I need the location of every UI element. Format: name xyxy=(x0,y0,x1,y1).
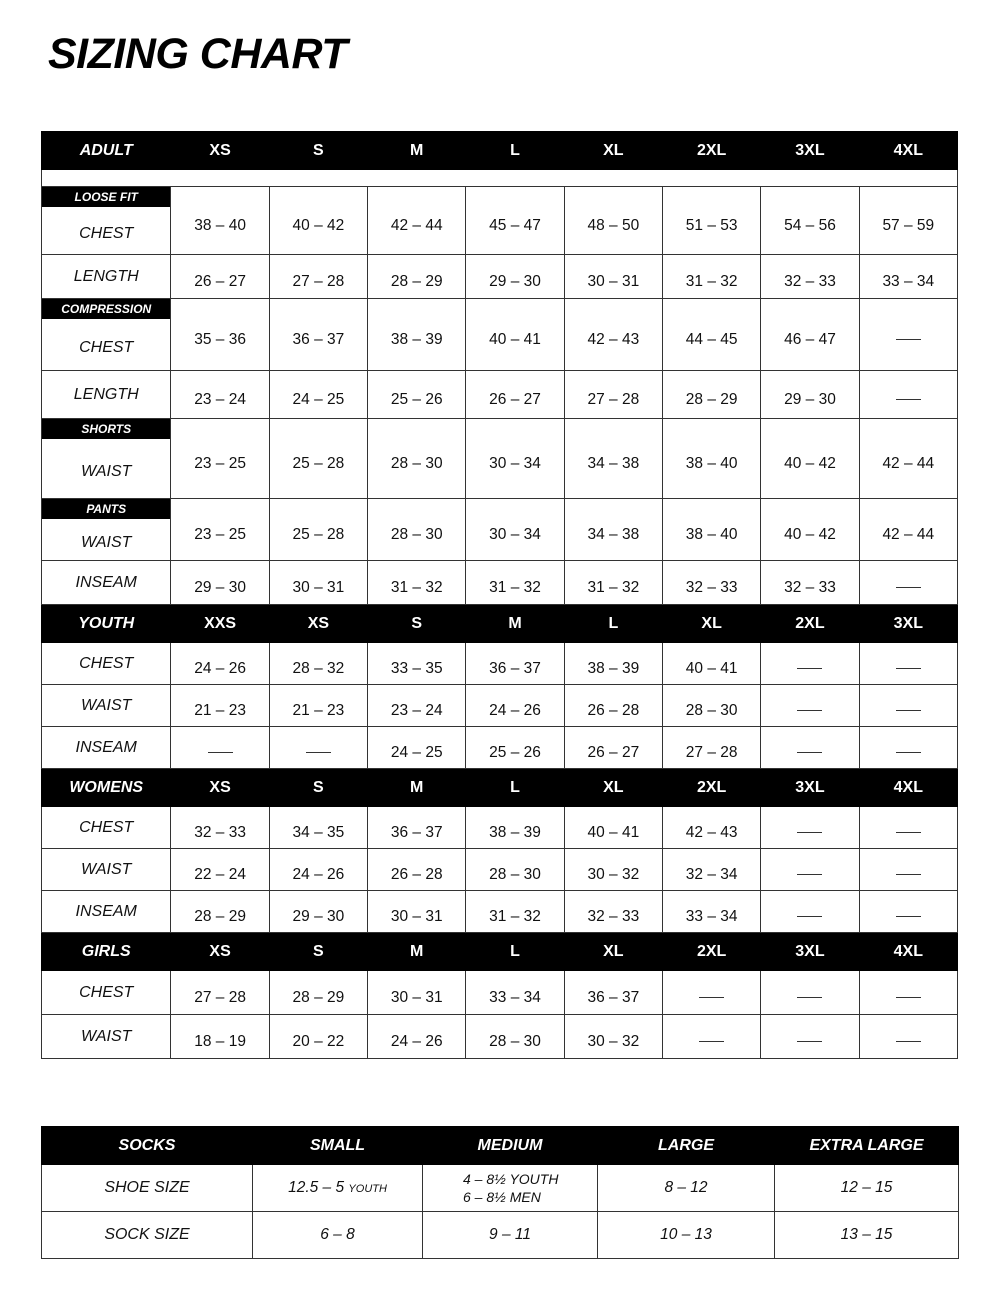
size-value-cell xyxy=(859,849,957,891)
not-available-dash xyxy=(699,1041,724,1042)
sock-size-large-value: 10 – 13 xyxy=(598,1212,775,1259)
girls-size-header: 3XL xyxy=(761,933,859,971)
size-value-cell: 57 – 59 xyxy=(859,187,957,255)
size-value-cell xyxy=(859,561,957,605)
girls-size-header: 2XL xyxy=(662,933,760,971)
size-value-cell xyxy=(269,727,367,769)
shoe-size-small-suffix: YOUTH xyxy=(348,1183,387,1195)
size-value-cell: 38 – 40 xyxy=(662,419,760,499)
shoe-size-label: SHOE SIZE xyxy=(42,1165,253,1212)
row-label-cell: CHEST xyxy=(42,971,171,1015)
size-value-cell: 31 – 32 xyxy=(466,891,564,933)
size-value-cell xyxy=(662,1015,760,1059)
youth-size-header: M xyxy=(466,605,564,643)
adult-size-header: L xyxy=(466,132,564,170)
sock-size-label: SOCK SIZE xyxy=(42,1212,253,1259)
size-value-cell: 24 – 25 xyxy=(368,727,466,769)
size-value-cell: 21 – 23 xyxy=(171,685,269,727)
size-value-cell xyxy=(761,685,859,727)
size-value-cell xyxy=(761,727,859,769)
not-available-dash xyxy=(699,997,724,998)
shoe-size-small xyxy=(253,1165,423,1212)
size-value-cell xyxy=(761,643,859,685)
row-label-cell: WAIST xyxy=(42,1015,171,1059)
girls-size-header: M xyxy=(368,933,466,971)
womens-size-header: 3XL xyxy=(761,769,859,807)
size-value-cell: 22 – 24 xyxy=(171,849,269,891)
row-label-cell: INSEAM xyxy=(42,727,171,769)
size-value-cell: 24 – 26 xyxy=(171,643,269,685)
size-value-cell: 33 – 34 xyxy=(859,255,957,299)
socks-label: SOCKS xyxy=(42,1127,253,1165)
size-value-cell: 29 – 30 xyxy=(269,891,367,933)
sock-size-medium-value: 9 – 11 xyxy=(423,1212,598,1259)
size-value-cell: 40 – 42 xyxy=(761,499,859,561)
size-value-cell: 24 – 26 xyxy=(466,685,564,727)
size-value-cell: 18 – 19 xyxy=(171,1015,269,1059)
size-value-cell: 32 – 33 xyxy=(761,255,859,299)
size-value-cell xyxy=(859,371,957,419)
sock-size-small: SMALL xyxy=(253,1127,423,1165)
size-value-cell: 30 – 31 xyxy=(368,891,466,933)
size-value-cell: 42 – 44 xyxy=(368,187,466,255)
not-available-dash xyxy=(797,668,822,669)
adult-data-row xyxy=(42,561,958,605)
not-available-dash xyxy=(896,997,921,998)
adult-size-header: 4XL xyxy=(859,132,957,170)
row-label-cell: LENGTH xyxy=(42,255,171,299)
row-label-cell xyxy=(42,187,171,255)
size-value-cell: 24 – 25 xyxy=(269,371,367,419)
womens-size-header: L xyxy=(466,769,564,807)
adult-data-row xyxy=(42,299,958,371)
size-value-cell: 21 – 23 xyxy=(269,685,367,727)
size-value-cell: 34 – 35 xyxy=(269,807,367,849)
shoe-size-medium-line2: 6 – 8½ MEN xyxy=(463,1189,541,1205)
size-value-cell: 30 – 32 xyxy=(564,1015,662,1059)
row-label: WAIST xyxy=(81,534,132,551)
womens-size-header: M xyxy=(368,769,466,807)
size-value-cell: 40 – 41 xyxy=(662,643,760,685)
row-label-cell: CHEST xyxy=(42,643,171,685)
size-value-cell: 28 – 30 xyxy=(466,1015,564,1059)
page-title: SIZING CHART xyxy=(48,30,347,78)
adult-data-row xyxy=(42,187,958,255)
sizing-table xyxy=(41,131,958,1059)
youth-data-row xyxy=(42,727,958,769)
row-label: CHEST xyxy=(79,225,134,242)
size-value-cell: 31 – 32 xyxy=(564,561,662,605)
size-value-cell: 33 – 34 xyxy=(662,891,760,933)
size-value-cell: 30 – 31 xyxy=(564,255,662,299)
shoe-size-medium xyxy=(423,1165,598,1212)
size-value-cell xyxy=(662,971,760,1015)
adult-size-header: M xyxy=(368,132,466,170)
not-available-dash xyxy=(896,832,921,833)
not-available-dash xyxy=(896,399,921,400)
youth-size-header: S xyxy=(368,605,466,643)
not-available-dash xyxy=(306,752,331,753)
size-value-cell: 36 – 37 xyxy=(466,643,564,685)
girls-size-header: XS xyxy=(171,933,269,971)
womens-size-header: XS xyxy=(171,769,269,807)
size-value-cell: 23 – 25 xyxy=(171,499,269,561)
not-available-dash xyxy=(896,339,921,340)
size-value-cell: 28 – 32 xyxy=(269,643,367,685)
size-value-cell: 25 – 26 xyxy=(368,371,466,419)
not-available-dash xyxy=(797,752,822,753)
size-value-cell xyxy=(761,1015,859,1059)
shoe-size-row xyxy=(42,1165,959,1212)
fit-category-tag: SHORTS xyxy=(42,419,170,439)
sock-size-extra-large-value: 13 – 15 xyxy=(775,1212,959,1259)
adult-size-header: XL xyxy=(564,132,662,170)
size-value-cell: 42 – 43 xyxy=(564,299,662,371)
adult-spacer-row xyxy=(42,170,958,187)
not-available-dash xyxy=(896,916,921,917)
shoe-size-large: 8 – 12 xyxy=(598,1165,775,1212)
youth-size-header: XL xyxy=(662,605,760,643)
size-value-cell: 30 – 34 xyxy=(466,499,564,561)
size-value-cell: 25 – 28 xyxy=(269,499,367,561)
size-value-cell: 23 – 24 xyxy=(171,371,269,419)
size-value-cell: 38 – 39 xyxy=(368,299,466,371)
girls-section-label: GIRLS xyxy=(42,933,171,971)
size-value-cell: 42 – 43 xyxy=(662,807,760,849)
size-value-cell: 36 – 37 xyxy=(564,971,662,1015)
size-value-cell: 38 – 39 xyxy=(466,807,564,849)
socks-header-row xyxy=(42,1127,959,1165)
size-value-cell: 26 – 27 xyxy=(171,255,269,299)
womens-header-row xyxy=(42,769,958,807)
girls-size-header: 4XL xyxy=(859,933,957,971)
size-value-cell: 45 – 47 xyxy=(466,187,564,255)
shoe-size-small-value: 12.5 – 5 xyxy=(288,1179,345,1196)
size-value-cell: 29 – 30 xyxy=(171,561,269,605)
not-available-dash xyxy=(896,710,921,711)
youth-size-header: XXS xyxy=(171,605,269,643)
size-value-cell: 23 – 24 xyxy=(368,685,466,727)
size-value-cell: 51 – 53 xyxy=(662,187,760,255)
fit-category-tag: LOOSE FIT xyxy=(42,187,170,207)
size-value-cell: 29 – 30 xyxy=(466,255,564,299)
size-value-cell: 36 – 37 xyxy=(269,299,367,371)
shoe-size-medium-line1: 4 – 8½ YOUTH xyxy=(463,1171,559,1187)
adult-data-row xyxy=(42,499,958,561)
size-value-cell: 34 – 38 xyxy=(564,419,662,499)
womens-data-row xyxy=(42,891,958,933)
size-value-cell: 32 – 33 xyxy=(662,561,760,605)
womens-section-label: WOMENS xyxy=(42,769,171,807)
girls-data-row xyxy=(42,971,958,1015)
size-value-cell: 44 – 45 xyxy=(662,299,760,371)
size-value-cell: 28 – 29 xyxy=(662,371,760,419)
size-value-cell xyxy=(761,807,859,849)
not-available-dash xyxy=(896,1041,921,1042)
size-value-cell: 27 – 28 xyxy=(171,971,269,1015)
size-value-cell xyxy=(859,971,957,1015)
sock-size-row xyxy=(42,1212,959,1259)
not-available-dash xyxy=(896,752,921,753)
size-value-cell: 40 – 41 xyxy=(564,807,662,849)
row-label-cell xyxy=(42,499,171,561)
not-available-dash xyxy=(896,668,921,669)
fit-category-tag: PANTS xyxy=(42,499,170,519)
size-value-cell: 34 – 38 xyxy=(564,499,662,561)
size-value-cell: 40 – 42 xyxy=(761,419,859,499)
size-value-cell xyxy=(859,1015,957,1059)
size-value-cell xyxy=(859,299,957,371)
size-value-cell: 26 – 27 xyxy=(564,727,662,769)
sock-size-extra-large: EXTRA LARGE xyxy=(775,1127,959,1165)
womens-size-header: XL xyxy=(564,769,662,807)
girls-size-header: XL xyxy=(564,933,662,971)
size-value-cell xyxy=(859,727,957,769)
shoe-size-extra-large: 12 – 15 xyxy=(775,1165,959,1212)
fit-category-tag: COMPRESSION xyxy=(42,299,170,319)
size-value-cell: 30 – 34 xyxy=(466,419,564,499)
size-value-cell xyxy=(859,807,957,849)
girls-size-header: S xyxy=(269,933,367,971)
size-value-cell: 27 – 28 xyxy=(269,255,367,299)
womens-size-header: S xyxy=(269,769,367,807)
socks-table xyxy=(41,1126,959,1259)
row-label-cell: LENGTH xyxy=(42,371,171,419)
womens-size-header: 4XL xyxy=(859,769,957,807)
row-label-cell: WAIST xyxy=(42,849,171,891)
size-value-cell: 25 – 26 xyxy=(466,727,564,769)
size-value-cell: 38 – 40 xyxy=(662,499,760,561)
size-value-cell: 27 – 28 xyxy=(662,727,760,769)
not-available-dash xyxy=(797,874,822,875)
size-value-cell: 32 – 33 xyxy=(761,561,859,605)
not-available-dash xyxy=(797,916,822,917)
sock-size-large: LARGE xyxy=(598,1127,775,1165)
size-value-cell: 42 – 44 xyxy=(859,419,957,499)
size-value-cell: 48 – 50 xyxy=(564,187,662,255)
row-label-cell: INSEAM xyxy=(42,891,171,933)
youth-data-row xyxy=(42,685,958,727)
womens-size-header: 2XL xyxy=(662,769,760,807)
size-value-cell: 28 – 29 xyxy=(368,255,466,299)
sock-size-medium: MEDIUM xyxy=(423,1127,598,1165)
size-value-cell: 28 – 29 xyxy=(269,971,367,1015)
size-value-cell xyxy=(761,971,859,1015)
not-available-dash xyxy=(797,832,822,833)
adult-data-row xyxy=(42,371,958,419)
size-value-cell: 26 – 27 xyxy=(466,371,564,419)
size-value-cell: 38 – 39 xyxy=(564,643,662,685)
adult-size-header: XS xyxy=(171,132,269,170)
size-value-cell: 29 – 30 xyxy=(761,371,859,419)
size-value-cell xyxy=(171,727,269,769)
sock-size-small-value: 6 – 8 xyxy=(253,1212,423,1259)
size-value-cell: 33 – 35 xyxy=(368,643,466,685)
size-value-cell: 42 – 44 xyxy=(859,499,957,561)
girls-data-row xyxy=(42,1015,958,1059)
row-label-cell xyxy=(42,419,171,499)
adult-size-header: 2XL xyxy=(662,132,760,170)
youth-header-row xyxy=(42,605,958,643)
size-value-cell: 46 – 47 xyxy=(761,299,859,371)
row-label-cell xyxy=(42,299,171,371)
spacer-cell xyxy=(42,170,958,187)
size-value-cell xyxy=(761,891,859,933)
size-value-cell: 20 – 22 xyxy=(269,1015,367,1059)
womens-data-row xyxy=(42,807,958,849)
size-value-cell: 33 – 34 xyxy=(466,971,564,1015)
size-value-cell xyxy=(761,849,859,891)
size-value-cell: 28 – 30 xyxy=(466,849,564,891)
size-value-cell: 24 – 26 xyxy=(269,849,367,891)
size-value-cell: 27 – 28 xyxy=(564,371,662,419)
youth-size-header: XS xyxy=(269,605,367,643)
size-value-cell: 30 – 32 xyxy=(564,849,662,891)
size-value-cell: 28 – 29 xyxy=(171,891,269,933)
youth-data-row xyxy=(42,643,958,685)
size-value-cell: 23 – 25 xyxy=(171,419,269,499)
adult-data-row xyxy=(42,255,958,299)
not-available-dash xyxy=(896,874,921,875)
size-value-cell: 40 – 41 xyxy=(466,299,564,371)
adult-size-header: S xyxy=(269,132,367,170)
size-value-cell: 32 – 33 xyxy=(171,807,269,849)
size-value-cell: 32 – 34 xyxy=(662,849,760,891)
womens-data-row xyxy=(42,849,958,891)
size-value-cell xyxy=(859,643,957,685)
size-value-cell: 31 – 32 xyxy=(368,561,466,605)
size-value-cell: 30 – 31 xyxy=(368,971,466,1015)
size-value-cell: 28 – 30 xyxy=(368,499,466,561)
not-available-dash xyxy=(896,587,921,588)
not-available-dash xyxy=(208,752,233,753)
size-value-cell: 32 – 33 xyxy=(564,891,662,933)
youth-section-label: YOUTH xyxy=(42,605,171,643)
youth-size-header: 3XL xyxy=(859,605,957,643)
not-available-dash xyxy=(797,997,822,998)
girls-size-header: L xyxy=(466,933,564,971)
adult-header-row xyxy=(42,132,958,170)
size-value-cell: 36 – 37 xyxy=(368,807,466,849)
size-value-cell: 28 – 30 xyxy=(662,685,760,727)
size-value-cell: 26 – 28 xyxy=(564,685,662,727)
size-value-cell: 25 – 28 xyxy=(269,419,367,499)
row-label-cell: INSEAM xyxy=(42,561,171,605)
size-value-cell: 31 – 32 xyxy=(466,561,564,605)
size-value-cell xyxy=(859,891,957,933)
adult-size-header: 3XL xyxy=(761,132,859,170)
not-available-dash xyxy=(797,1041,822,1042)
row-label: WAIST xyxy=(81,463,132,480)
size-value-cell: 35 – 36 xyxy=(171,299,269,371)
adult-section-label: ADULT xyxy=(42,132,171,170)
row-label-cell: WAIST xyxy=(42,685,171,727)
youth-size-header: L xyxy=(564,605,662,643)
size-value-cell: 54 – 56 xyxy=(761,187,859,255)
not-available-dash xyxy=(797,710,822,711)
size-value-cell xyxy=(859,685,957,727)
row-label: CHEST xyxy=(79,339,134,356)
size-value-cell: 40 – 42 xyxy=(269,187,367,255)
size-value-cell: 31 – 32 xyxy=(662,255,760,299)
size-value-cell: 30 – 31 xyxy=(269,561,367,605)
youth-size-header: 2XL xyxy=(761,605,859,643)
size-value-cell: 26 – 28 xyxy=(368,849,466,891)
size-value-cell: 38 – 40 xyxy=(171,187,269,255)
girls-header-row xyxy=(42,933,958,971)
size-value-cell: 24 – 26 xyxy=(368,1015,466,1059)
row-label-cell: CHEST xyxy=(42,807,171,849)
size-value-cell: 28 – 30 xyxy=(368,419,466,499)
adult-data-row xyxy=(42,419,958,499)
